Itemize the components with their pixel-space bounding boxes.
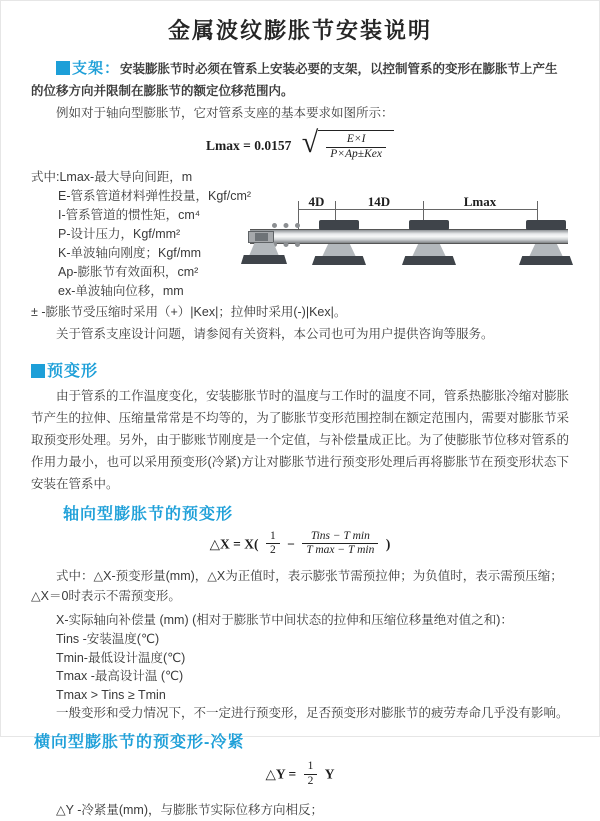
pipe-support-base bbox=[402, 256, 456, 265]
definition-line: Ap-膨胀节有效面积，cm² bbox=[58, 264, 199, 279]
axial-formula-rhs: ) bbox=[385, 536, 391, 552]
one-half-fraction: $\frac{1}{2}$ bbox=[304, 760, 318, 789]
temperature-line: Tins -安装温度(℃) bbox=[56, 632, 160, 647]
x-definition-line: X-实际轴向补偿量 (mm) (相对于膨胀节中间状态的拉伸和压缩位移量绝对值之和)： bbox=[56, 613, 513, 628]
pipe-end-fitting-core bbox=[255, 233, 268, 241]
definition-line: ex-单波轴向位移，mm bbox=[58, 283, 184, 298]
radicand bbox=[318, 130, 394, 162]
kex-note-line: ± -膨胀节受压缩时采用（+）|Kex|；拉伸时采用(-)|Kex|。 bbox=[31, 304, 347, 319]
page-title: 金属波纹膨胀节安装说明 bbox=[167, 18, 432, 43]
axial-subheading: 轴向型膨胀节的预变形 bbox=[63, 505, 234, 523]
consult-note-line: 关于管系支座设计问题，请参阅有关资料，本公司也可为用户提供咨询等服务。 bbox=[56, 326, 494, 341]
lateral-formula-suffix: Y bbox=[324, 766, 335, 782]
radical-sign: √ bbox=[301, 126, 319, 159]
pipe-support-base bbox=[241, 255, 287, 264]
temperature-definitions-list bbox=[31, 630, 569, 704]
pipe-support-base bbox=[519, 256, 573, 265]
temperature-fraction: $\frac{\text{Tins − T min}}{\text{T max − T min}}$ bbox=[302, 530, 378, 559]
axial-predeform-formula bbox=[31, 530, 569, 559]
dim-label-lmax: Lmax bbox=[463, 194, 497, 209]
minus-sign: − bbox=[287, 536, 295, 552]
lmax-formula-prefix: Lmax = 0.0157 bbox=[206, 138, 292, 154]
pipe-clamp bbox=[409, 220, 449, 230]
one-half-fraction: $\frac{1}{2}$ bbox=[266, 530, 280, 559]
section-marker-icon bbox=[56, 61, 70, 75]
support-heading: 支架： bbox=[72, 60, 121, 77]
pipe-clamp bbox=[526, 220, 566, 230]
pipe-support bbox=[322, 244, 356, 257]
pipe-clamp bbox=[319, 220, 359, 230]
definition-line: I-管系管道的惯性矩，cm⁴ bbox=[58, 207, 201, 222]
section-marker-icon bbox=[31, 364, 45, 378]
pipe-support bbox=[412, 244, 446, 257]
definition-line: P-设计压力，Kgf/mm² bbox=[58, 226, 181, 241]
definition-line: K-单波轴向刚度；Kgf/mm bbox=[58, 245, 202, 260]
support-section-label bbox=[56, 60, 120, 77]
lateral-subheading: 横向型膨胀节的预变形-冷紧 bbox=[34, 734, 245, 752]
lmax-formula-numerator: E×I bbox=[326, 133, 386, 148]
lmax-formula-denominator: P×Ap±Kex bbox=[330, 147, 382, 160]
dy-definition-line: △Y -冷紧量(mm)，与膨胀节实际位移方向相反； bbox=[56, 802, 324, 817]
axial-formula-lhs: △X = X( bbox=[209, 536, 259, 552]
support-intro-paragraph bbox=[31, 58, 569, 102]
temperature-line: Tmin-最低设计温度(℃) bbox=[56, 650, 186, 665]
bellows-icon bbox=[272, 223, 300, 228]
axial-note-line: 一般变形和受力情况下，不一定进行预变形，足否预变形对膨胀节的疲劳寿命几乎没有影响。 bbox=[56, 706, 569, 721]
pipe-support-base bbox=[312, 256, 366, 265]
lmax-formula bbox=[31, 126, 569, 162]
definition-line: 式中:Lmax-最大导向间距，m bbox=[31, 169, 193, 184]
definition-line: E-管系管道材料弹性投量，Kgf/cm² bbox=[58, 188, 252, 203]
predeform-paragraph: 由于管系的工作温度变化，安装膨胀节时的温度与工作时的温度不同，管系热膨胀冷缩对膨胀节产生的拉伸、压缩量常常是不均等的，为了膨胀节变形范围控制在额定范围内，需要对膨胀节采取预变形处理。另外，由于膨账节刚度是一个定值，与补偿量成正比。为了使膨胀节位移对管系的作用力最小，也可以采用预变形(冷紧)方让对膨胀节进行预变形处理后再将膨胀节在预变形状态下安装在管系中。 bbox=[31, 388, 569, 491]
dim-label-4d: 4D bbox=[308, 194, 325, 209]
pipe-support bbox=[529, 244, 563, 257]
lateral-formula-prefix: △Y = bbox=[265, 766, 297, 782]
temperature-line: Tmax > Tins ≥ Tmin bbox=[56, 687, 166, 702]
axial-explain-paragraph: 式中：△X-预变形量(mm)，△X为正值时，表示膨张节需预拉伸；为负值时，表示需预压缩；△X＝0时表示不需预变形。 bbox=[31, 569, 563, 604]
predeform-heading-text: 预变形 bbox=[47, 362, 99, 380]
bellows-icon bbox=[272, 242, 300, 247]
dim-label-14d: 14D bbox=[367, 194, 391, 209]
support-intro-text: 安装膨胀节时必须在管系上安装必要的支架，以控制管系的变形在膨胀节上产生的位移方向并限制在膨胀节的额定位移范围内。 bbox=[31, 62, 558, 98]
support-spacing-diagram bbox=[246, 193, 586, 273]
temperature-line: Tmax -最高设计温 (℃) bbox=[56, 669, 184, 684]
predeform-section-heading bbox=[31, 358, 569, 381]
sqrt-radical bbox=[301, 126, 394, 162]
support-example-line: 例如对于轴向型膨胀节，它对管系支座的基本要求如图所示： bbox=[56, 106, 394, 120]
lateral-coldtight-formula bbox=[31, 760, 569, 789]
